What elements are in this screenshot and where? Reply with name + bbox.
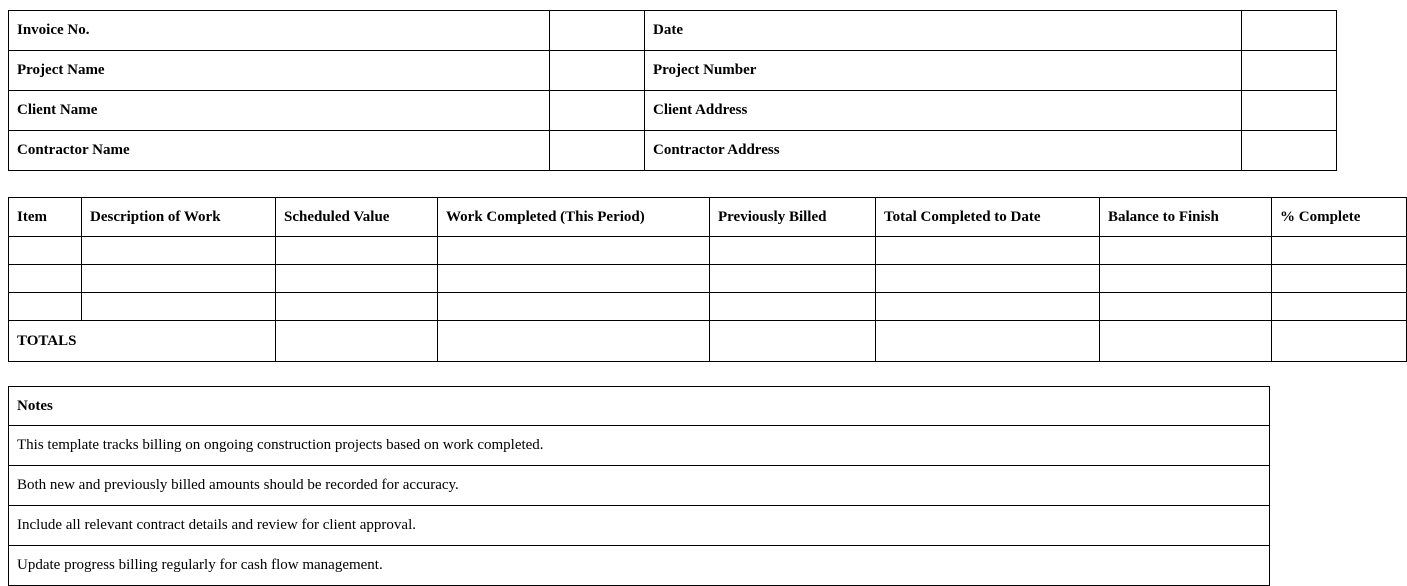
project-number-label: Project Number [645, 51, 1242, 91]
cell-description[interactable] [82, 237, 276, 265]
notes-heading: Notes [9, 387, 1270, 426]
totals-row [9, 321, 1407, 362]
totals-total-completed[interactable] [876, 321, 1100, 362]
contractor-address-value[interactable] [1242, 131, 1337, 171]
invoice-info-table [8, 10, 1337, 171]
cell-item[interactable] [9, 237, 82, 265]
cell-balance-to-finish[interactable] [1100, 293, 1272, 321]
cell-balance-to-finish[interactable] [1100, 265, 1272, 293]
notes-line: This template tracks billing on ongoing construction projects based on work completed. [9, 426, 1270, 466]
cell-item[interactable] [9, 293, 82, 321]
client-address-value[interactable] [1242, 91, 1337, 131]
contractor-address-label: Contractor Address [645, 131, 1242, 171]
table-row [9, 506, 1270, 546]
table-row [9, 51, 1337, 91]
client-name-value[interactable] [550, 91, 645, 131]
table-row [9, 466, 1270, 506]
cell-scheduled-value[interactable] [276, 293, 438, 321]
notes-line: Include all relevant contract details and review for client approval. [9, 506, 1270, 546]
totals-previously-billed[interactable] [710, 321, 876, 362]
header-scheduled-value: Scheduled Value [276, 198, 438, 237]
header-previously-billed: Previously Billed [710, 198, 876, 237]
cell-work-completed[interactable] [438, 293, 710, 321]
table-row [9, 546, 1270, 586]
table-row [9, 11, 1337, 51]
cell-total-completed[interactable] [876, 237, 1100, 265]
table-row [9, 265, 1407, 293]
header-description: Description of Work [82, 198, 276, 237]
cell-previously-billed[interactable] [710, 237, 876, 265]
project-name-value[interactable] [550, 51, 645, 91]
header-balance-to-finish: Balance to Finish [1100, 198, 1272, 237]
totals-balance-to-finish[interactable] [1100, 321, 1272, 362]
line-items-table [8, 197, 1407, 362]
cell-previously-billed[interactable] [710, 265, 876, 293]
table-row [9, 426, 1270, 466]
cell-percent-complete[interactable] [1272, 293, 1407, 321]
section-spacer [8, 362, 1270, 386]
cell-scheduled-value[interactable] [276, 237, 438, 265]
cell-description[interactable] [82, 265, 276, 293]
table-row [9, 131, 1337, 171]
contractor-name-value[interactable] [550, 131, 645, 171]
project-name-label: Project Name [9, 51, 550, 91]
client-address-label: Client Address [645, 91, 1242, 131]
header-total-completed: Total Completed to Date [876, 198, 1100, 237]
table-header-row [9, 198, 1407, 237]
notes-line: Update progress billing regularly for cash flow management. [9, 546, 1270, 586]
header-percent-complete: % Complete [1272, 198, 1407, 237]
totals-label: TOTALS [9, 321, 276, 362]
cell-item[interactable] [9, 265, 82, 293]
invoice-no-label: Invoice No. [9, 11, 550, 51]
table-row [9, 237, 1407, 265]
table-row [9, 293, 1407, 321]
table-row [9, 387, 1270, 426]
client-name-label: Client Name [9, 91, 550, 131]
project-number-value[interactable] [1242, 51, 1337, 91]
cell-total-completed[interactable] [876, 293, 1100, 321]
table-row [9, 91, 1337, 131]
cell-work-completed[interactable] [438, 265, 710, 293]
section-spacer [8, 171, 1270, 197]
date-label: Date [645, 11, 1242, 51]
cell-scheduled-value[interactable] [276, 265, 438, 293]
notes-line: Both new and previously billed amounts should be recorded for accuracy. [9, 466, 1270, 506]
header-item: Item [9, 198, 82, 237]
cell-total-completed[interactable] [876, 265, 1100, 293]
header-work-completed: Work Completed (This Period) [438, 198, 710, 237]
notes-table [8, 386, 1270, 586]
cell-previously-billed[interactable] [710, 293, 876, 321]
date-value[interactable] [1242, 11, 1337, 51]
totals-percent-complete[interactable] [1272, 321, 1407, 362]
totals-work-completed[interactable] [438, 321, 710, 362]
totals-scheduled-value[interactable] [276, 321, 438, 362]
cell-percent-complete[interactable] [1272, 265, 1407, 293]
invoice-no-value[interactable] [550, 11, 645, 51]
contractor-name-label: Contractor Name [9, 131, 550, 171]
cell-percent-complete[interactable] [1272, 237, 1407, 265]
cell-work-completed[interactable] [438, 237, 710, 265]
cell-description[interactable] [82, 293, 276, 321]
cell-balance-to-finish[interactable] [1100, 237, 1272, 265]
